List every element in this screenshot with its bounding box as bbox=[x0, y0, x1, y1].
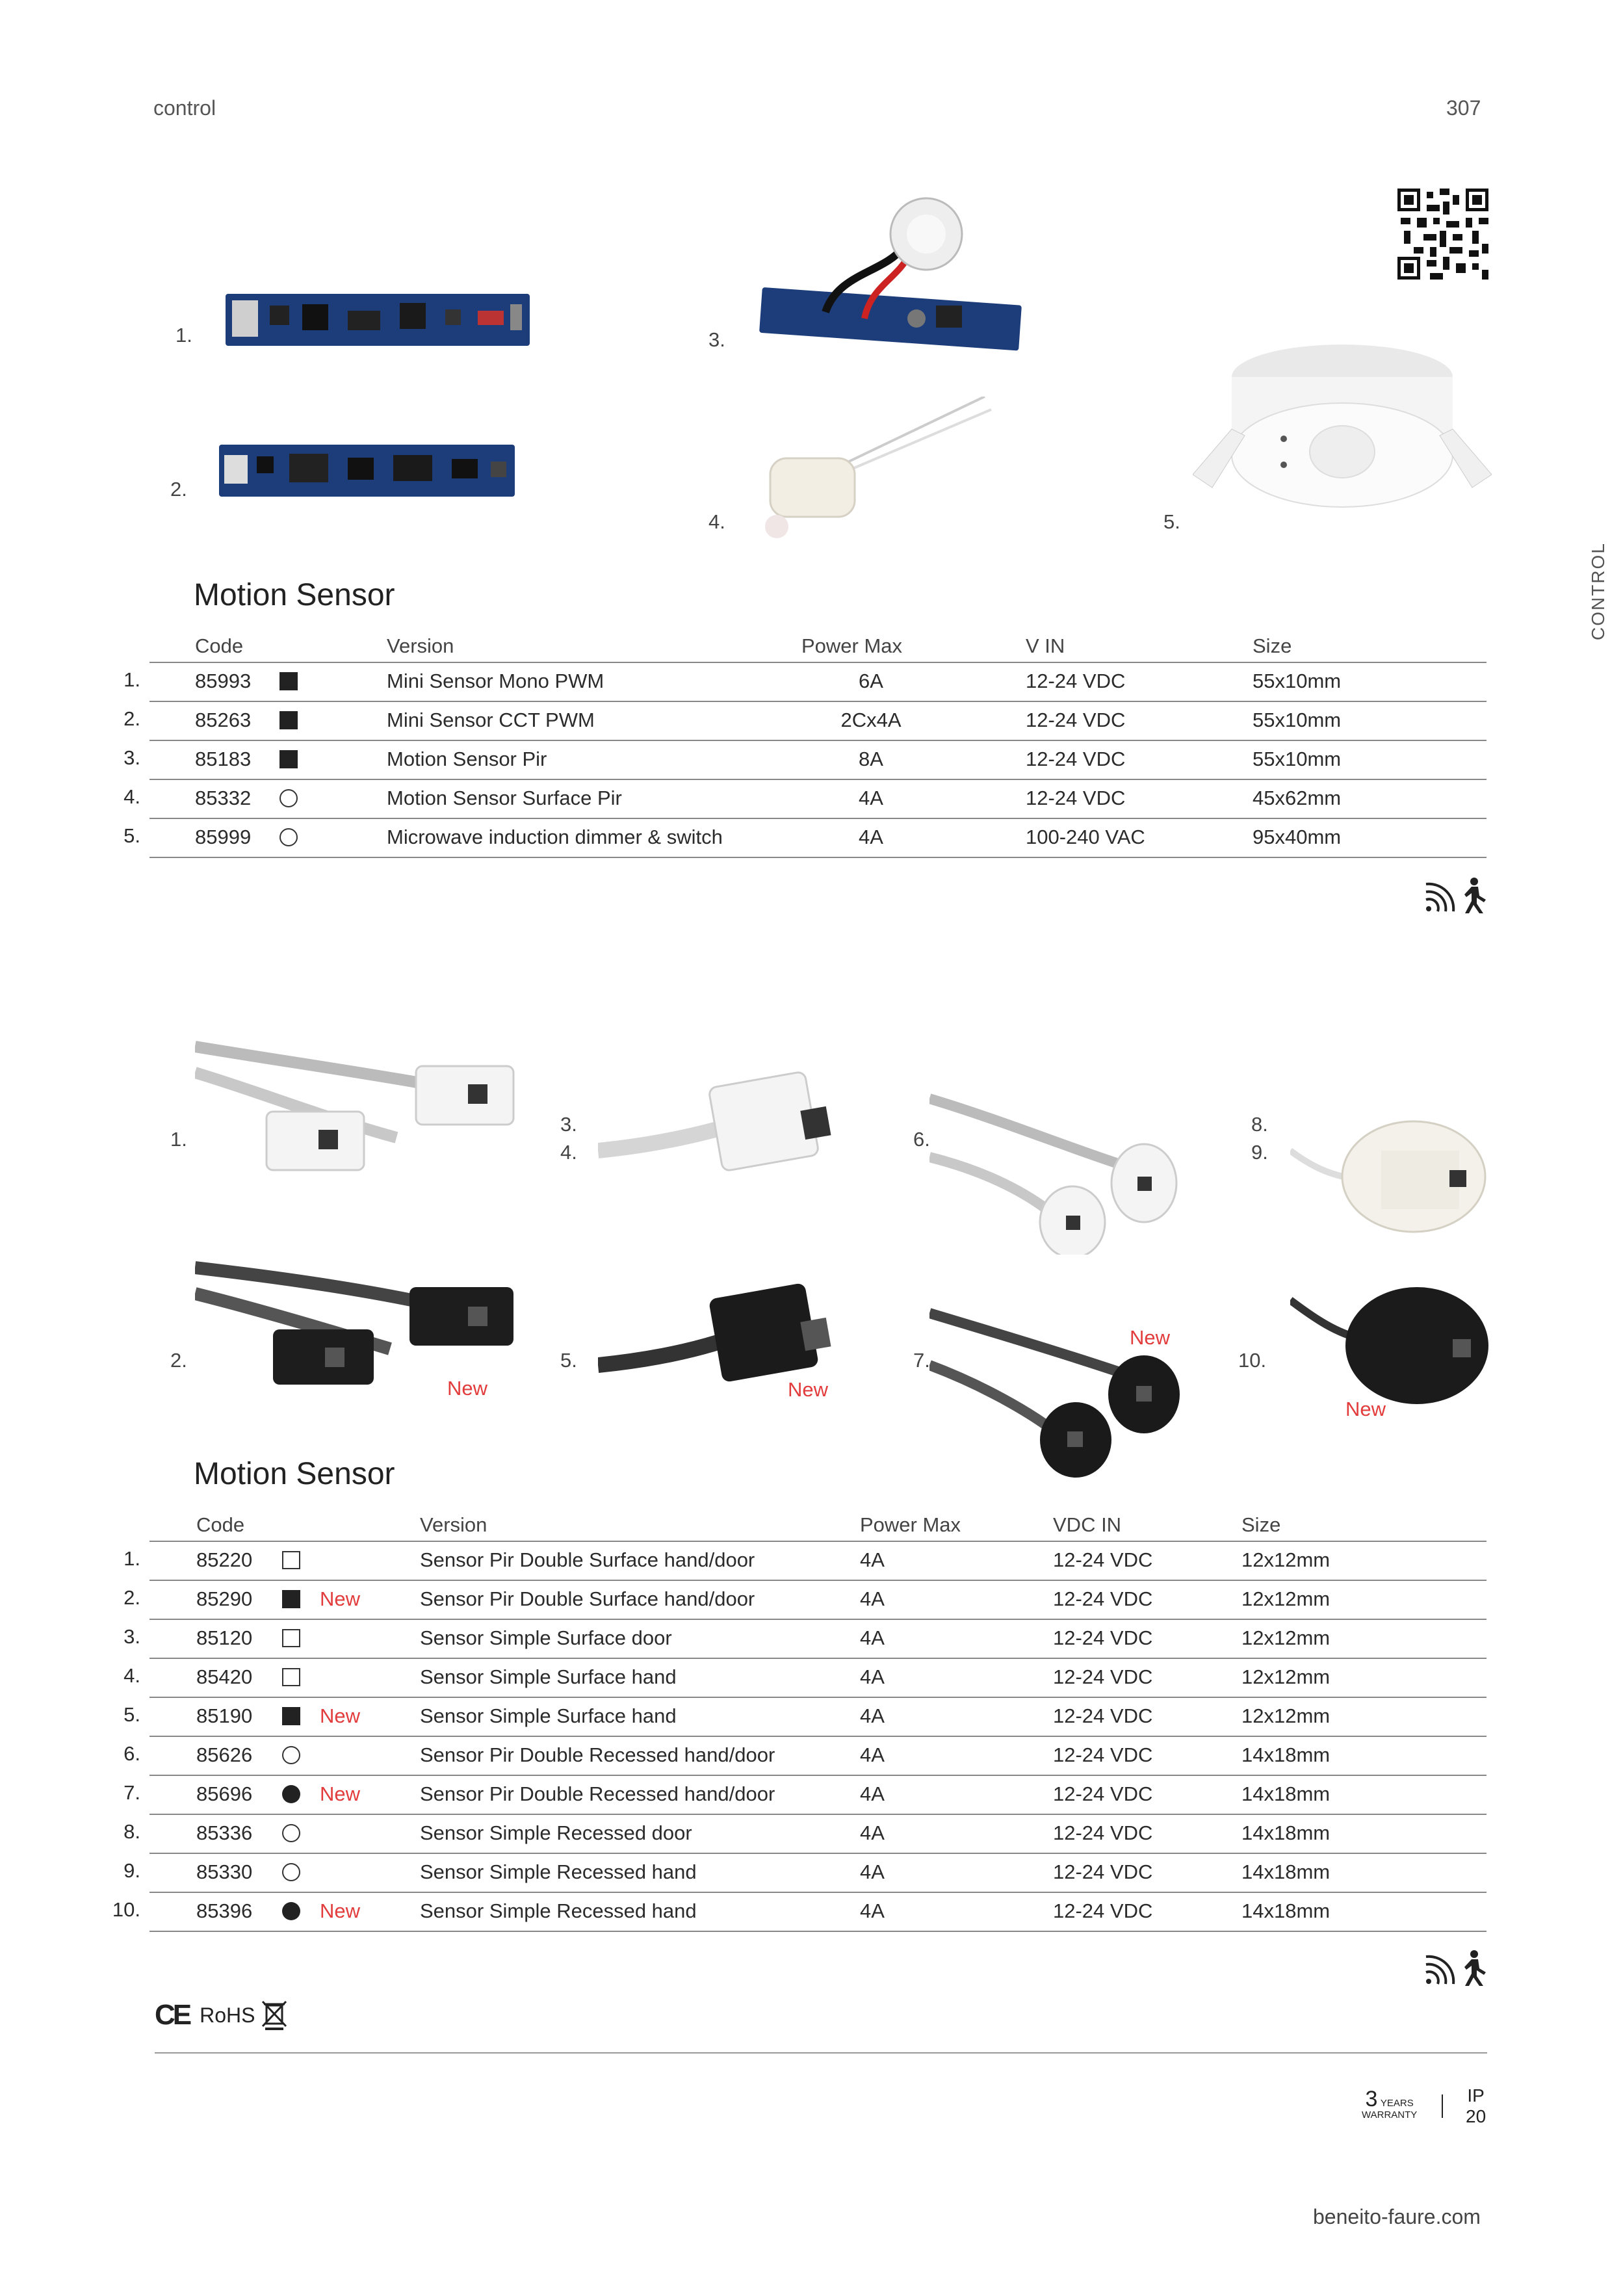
color-swatch-icon bbox=[282, 1785, 300, 1803]
sensor-icons bbox=[1423, 1950, 1488, 1987]
product-version: Sensor Simple Recessed door bbox=[420, 1821, 692, 1844]
table-row bbox=[123, 1580, 1487, 1619]
power-max: 4A bbox=[860, 1860, 885, 1883]
new-badge: New bbox=[1130, 1326, 1171, 1349]
color-swatch-icon bbox=[282, 1551, 300, 1569]
voltage-in: 12-24 VDC bbox=[1026, 787, 1126, 809]
power-max: 4A bbox=[860, 1548, 885, 1571]
divider bbox=[1442, 2094, 1443, 2118]
voltage-in: 12-24 VDC bbox=[1026, 670, 1126, 692]
product-version: Sensor Simple Surface door bbox=[420, 1626, 672, 1649]
row-number: 4. bbox=[123, 1664, 140, 1687]
motion-sensor-icon bbox=[1426, 1957, 1453, 1984]
image-label: 10. bbox=[1238, 1349, 1267, 1372]
recessed-double-white-image bbox=[929, 1086, 1189, 1255]
power-max: 4A bbox=[860, 1704, 885, 1727]
product-size: 12x12mm bbox=[1241, 1587, 1331, 1610]
voltage-in: 12-24 VDC bbox=[1026, 748, 1126, 770]
table-row bbox=[123, 1619, 1487, 1658]
walking-person-icon bbox=[1464, 878, 1486, 913]
table-row bbox=[123, 1814, 1487, 1853]
recessed-simple-black-image bbox=[1290, 1274, 1492, 1411]
row-number: 3. bbox=[123, 1625, 140, 1648]
voltage-in: 12-24 VDC bbox=[1053, 1665, 1153, 1688]
product-size: 12x12mm bbox=[1241, 1626, 1331, 1649]
product-code: 85420 bbox=[196, 1665, 253, 1688]
image-label: 6. bbox=[913, 1128, 930, 1151]
product-version: Sensor Simple Recessed hand bbox=[420, 1899, 697, 1922]
voltage-in: 12-24 VDC bbox=[1026, 709, 1126, 731]
voltage-in: 12-24 VDC bbox=[1053, 1782, 1153, 1805]
voltage-in: 12-24 VDC bbox=[1053, 1548, 1153, 1571]
voltage-in: 100-240 VAC bbox=[1026, 826, 1145, 848]
image-label: 1. bbox=[170, 1128, 187, 1151]
surface-simple-black-image bbox=[598, 1274, 858, 1391]
ip-value: 20 bbox=[1466, 2106, 1487, 2126]
power-max: 2Cx4A bbox=[840, 709, 902, 731]
website-link[interactable]: beneito-faure.com bbox=[1313, 2205, 1481, 2228]
new-badge: New bbox=[788, 1378, 829, 1401]
product-version: Sensor Simple Surface hand bbox=[420, 1665, 677, 1688]
col-version: Version bbox=[387, 634, 454, 657]
power-max: 4A bbox=[860, 1626, 885, 1649]
sensor-icons bbox=[1423, 878, 1488, 914]
surface-double-black-image bbox=[195, 1258, 520, 1388]
qr-code-icon bbox=[1397, 189, 1488, 280]
product-version: Mini Sensor Mono PWM bbox=[387, 670, 604, 692]
product-size: 14x18mm bbox=[1241, 1821, 1331, 1844]
color-swatch-icon bbox=[282, 1902, 300, 1920]
power-max: 4A bbox=[860, 1665, 885, 1688]
power-max: 6A bbox=[859, 670, 883, 692]
table-row bbox=[123, 1736, 1487, 1775]
row-number: 3. bbox=[123, 746, 140, 769]
image-label: 7. bbox=[913, 1349, 930, 1372]
color-swatch-icon bbox=[282, 1668, 300, 1686]
color-swatch-icon bbox=[282, 1707, 300, 1725]
page-number: 307 bbox=[1446, 96, 1481, 120]
product-code: 85696 bbox=[196, 1782, 253, 1805]
section-name: control bbox=[153, 96, 216, 120]
col-version: Version bbox=[420, 1513, 487, 1536]
col-size: Size bbox=[1253, 634, 1292, 657]
product-version: Sensor Pir Double Recessed hand/door bbox=[420, 1782, 775, 1805]
table-row bbox=[123, 1853, 1487, 1892]
image-label: 8. bbox=[1251, 1113, 1268, 1136]
divider bbox=[155, 2052, 1487, 2054]
col-vin: V IN bbox=[1026, 634, 1065, 657]
surface-simple-white-image bbox=[598, 1066, 858, 1183]
product-code: 85332 bbox=[195, 787, 252, 809]
crossed-bin-icon bbox=[260, 1999, 289, 2031]
table-header bbox=[149, 634, 1487, 662]
col-code: Code bbox=[196, 1513, 245, 1536]
product-code: 85120 bbox=[196, 1626, 253, 1649]
table-row bbox=[123, 1697, 1487, 1736]
new-badge: New bbox=[320, 1782, 361, 1805]
product-code: 85183 bbox=[195, 748, 252, 770]
product-version: Sensor Pir Double Surface hand/door bbox=[420, 1548, 755, 1571]
col-power: Power Max bbox=[801, 634, 903, 657]
image-label: 3. bbox=[708, 328, 725, 351]
sidebar-label: CONTROL bbox=[1588, 542, 1608, 640]
new-badge: New bbox=[1345, 1398, 1386, 1420]
product-size: 95x40mm bbox=[1253, 826, 1342, 848]
color-swatch-icon bbox=[282, 1863, 300, 1881]
table-row bbox=[123, 1658, 1487, 1697]
table-row bbox=[123, 1541, 1487, 1580]
voltage-in: 12-24 VDC bbox=[1053, 1860, 1153, 1883]
power-max: 4A bbox=[860, 1899, 885, 1922]
power-max: 4A bbox=[860, 1821, 885, 1844]
power-max: 4A bbox=[860, 1743, 885, 1766]
voltage-in: 12-24 VDC bbox=[1053, 1899, 1153, 1922]
product-code: 85336 bbox=[196, 1821, 253, 1844]
product-size: 12x12mm bbox=[1241, 1704, 1331, 1727]
microwave-sensor-image bbox=[1193, 338, 1492, 514]
product-size: 45x62mm bbox=[1253, 787, 1342, 809]
power-max: 8A bbox=[859, 748, 883, 770]
product-code: 85626 bbox=[196, 1743, 253, 1766]
voltage-in: 12-24 VDC bbox=[1053, 1626, 1153, 1649]
table-row bbox=[112, 1892, 1487, 1932]
product-version: Sensor Simple Recessed hand bbox=[420, 1860, 697, 1883]
table-row bbox=[123, 740, 1487, 779]
col-power: Power Max bbox=[860, 1513, 961, 1536]
color-swatch-icon bbox=[279, 672, 298, 690]
product-code: 85330 bbox=[196, 1860, 253, 1883]
product-size: 14x18mm bbox=[1241, 1860, 1331, 1883]
warranty-word: WARRANTY bbox=[1362, 2109, 1418, 2120]
power-max: 4A bbox=[859, 787, 883, 809]
warranty-years: 3 bbox=[1365, 2087, 1378, 2111]
image-label: 4. bbox=[560, 1141, 577, 1164]
row-number: 5. bbox=[123, 1703, 140, 1726]
new-badge: New bbox=[320, 1587, 361, 1610]
product-code: 85993 bbox=[195, 670, 252, 692]
product-code: 85220 bbox=[196, 1548, 253, 1571]
table-header bbox=[149, 1513, 1487, 1541]
product-size: 55x10mm bbox=[1253, 709, 1342, 731]
table-row bbox=[123, 818, 1487, 858]
table-row bbox=[123, 701, 1487, 740]
power-max: 4A bbox=[860, 1587, 885, 1610]
table-row bbox=[123, 662, 1487, 701]
surface-pir-image bbox=[757, 397, 998, 546]
recessed-simple-white-image bbox=[1290, 1105, 1492, 1235]
row-number: 2. bbox=[123, 1586, 140, 1609]
surface-double-white-image bbox=[195, 1034, 520, 1177]
new-badge: New bbox=[447, 1377, 488, 1400]
col-vin: VDC IN bbox=[1053, 1513, 1122, 1536]
product-version: Motion Sensor Pir bbox=[387, 748, 547, 770]
section-title: Motion Sensor bbox=[194, 1457, 395, 1491]
product-size: 55x10mm bbox=[1253, 670, 1342, 692]
product-code: 85190 bbox=[196, 1704, 253, 1727]
new-badge: New bbox=[320, 1704, 361, 1727]
product-table bbox=[123, 634, 1487, 858]
warranty-years-word: YEARS bbox=[1380, 2098, 1414, 2109]
row-number: 9. bbox=[123, 1859, 140, 1882]
row-number: 5. bbox=[123, 824, 140, 847]
table-row bbox=[123, 1775, 1487, 1814]
product-code: 85290 bbox=[196, 1587, 253, 1610]
motion-sensor-icon bbox=[1426, 884, 1453, 911]
product-version: Sensor Pir Double Surface hand/door bbox=[420, 1587, 755, 1610]
image-label: 9. bbox=[1251, 1141, 1268, 1164]
color-swatch-icon bbox=[282, 1590, 300, 1608]
image-label: 4. bbox=[708, 510, 725, 533]
product-code: 85999 bbox=[195, 826, 252, 848]
table-row bbox=[123, 779, 1487, 818]
image-label: 3. bbox=[560, 1113, 577, 1136]
row-number: 10. bbox=[112, 1898, 140, 1921]
row-number: 7. bbox=[123, 1781, 140, 1804]
image-label: 1. bbox=[175, 324, 192, 346]
ip-rating bbox=[1466, 2085, 1486, 2127]
row-number: 4. bbox=[123, 785, 140, 808]
product-code: 85396 bbox=[196, 1899, 253, 1922]
product-table bbox=[112, 1513, 1487, 1932]
product-size: 14x18mm bbox=[1241, 1899, 1331, 1922]
row-number: 6. bbox=[123, 1742, 140, 1765]
product-version: Mini Sensor CCT PWM bbox=[387, 709, 595, 731]
product-size: 14x18mm bbox=[1241, 1743, 1331, 1766]
pir-board-image bbox=[754, 189, 1027, 351]
ce-mark-icon: CE bbox=[155, 1999, 190, 2031]
sensor-board-image bbox=[218, 442, 517, 501]
row-number: 1. bbox=[123, 668, 140, 691]
row-number: 1. bbox=[123, 1547, 140, 1570]
product-code: 85263 bbox=[195, 709, 252, 731]
color-swatch-icon bbox=[282, 1824, 300, 1842]
row-number: 8. bbox=[123, 1820, 140, 1843]
col-code: Code bbox=[195, 634, 244, 657]
rohs-label: RoHS bbox=[200, 2003, 255, 2027]
product-version: Sensor Simple Surface hand bbox=[420, 1704, 677, 1727]
power-max: 4A bbox=[860, 1782, 885, 1805]
image-label: 5. bbox=[560, 1349, 577, 1372]
color-swatch-icon bbox=[279, 750, 298, 768]
product-size: 12x12mm bbox=[1241, 1548, 1331, 1571]
image-label: 5. bbox=[1163, 510, 1180, 533]
voltage-in: 12-24 VDC bbox=[1053, 1743, 1153, 1766]
walking-person-icon bbox=[1464, 1950, 1486, 1986]
image-label: 2. bbox=[170, 478, 187, 501]
product-size: 14x18mm bbox=[1241, 1782, 1331, 1805]
certifications bbox=[155, 1999, 289, 2031]
row-number: 2. bbox=[123, 707, 140, 730]
warranty-badge bbox=[1362, 2087, 1417, 2120]
product-version: Motion Sensor Surface Pir bbox=[387, 787, 622, 809]
voltage-in: 12-24 VDC bbox=[1053, 1587, 1153, 1610]
product-size: 12x12mm bbox=[1241, 1665, 1331, 1688]
color-swatch-icon bbox=[279, 711, 298, 729]
product-size: 55x10mm bbox=[1253, 748, 1342, 770]
ip-label: IP bbox=[1467, 2085, 1485, 2106]
sensor-board-image bbox=[224, 291, 533, 350]
col-size: Size bbox=[1241, 1513, 1281, 1536]
product-version: Sensor Pir Double Recessed hand/door bbox=[420, 1743, 775, 1766]
new-badge: New bbox=[320, 1899, 361, 1922]
voltage-in: 12-24 VDC bbox=[1053, 1704, 1153, 1727]
color-swatch-icon bbox=[282, 1629, 300, 1647]
voltage-in: 12-24 VDC bbox=[1053, 1821, 1153, 1844]
section-title: Motion Sensor bbox=[194, 578, 395, 612]
power-max: 4A bbox=[859, 826, 883, 848]
image-label: 2. bbox=[170, 1349, 187, 1372]
color-swatch-icon bbox=[282, 1746, 300, 1764]
product-version: Microwave induction dimmer & switch bbox=[387, 826, 723, 848]
color-swatch-icon bbox=[279, 828, 298, 846]
color-swatch-icon bbox=[279, 789, 298, 807]
